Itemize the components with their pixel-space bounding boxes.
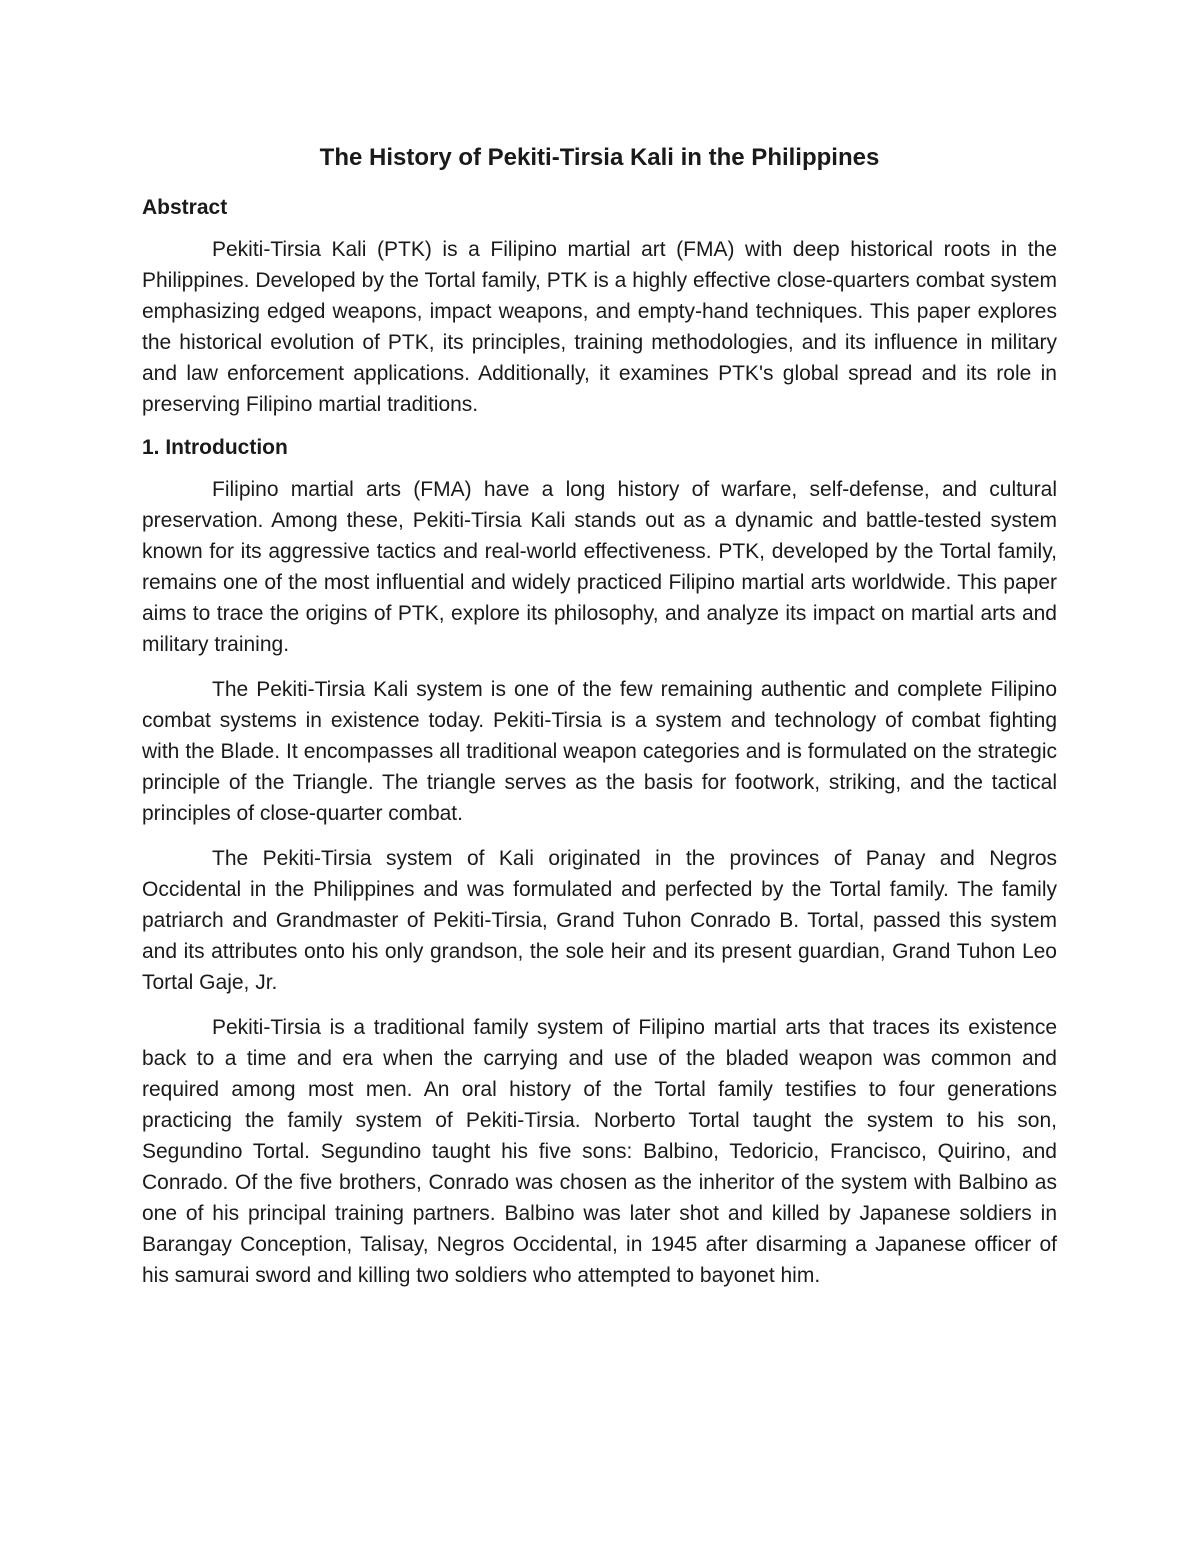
introduction-paragraph-2: The Pekiti-Tirsia Kali system is one of the few remaining authentic and complete Filipino combat systems in existence today. Pekiti-Tirsia is a system and technology of combat fighting with the Blade. It encompasses all traditional weapon categories and is formulated on the strategic principle of the Triangle. The triangle serves as the basis for footwork, striking, and the tactical principles of close-quarter combat. bbox=[142, 678, 1057, 825]
introduction-paragraph-1: Filipino martial arts (FMA) have a long history of warfare, self-defense, and cultural preservation. Among these, Pekiti-Tirsia Kali stands out as a dynamic and battle-tested system known for its aggressive tactics and real-world effectiveness. PTK, developed by the Tortal family, remains one of the most influential and widely practiced Filipino martial arts worldwide. This paper aims to trace the origins of PTK, explore its philosophy, and analyze its impact on martial arts and military training. bbox=[142, 478, 1057, 656]
abstract-heading: Abstract bbox=[142, 196, 228, 219]
introduction-heading: 1. Introduction bbox=[142, 436, 288, 459]
introduction-paragraph-4: Pekiti-Tirsia is a traditional family system of Filipino martial arts that traces its existence back to a time and era when the carrying and use of the bladed weapon was common and required among most men. An oral history of the Tortal family testifies to four generations practicing the family system of Pekiti-Tirsia. Norberto Tortal taught the system to his son, Segundino Tortal. Segundino taught his five sons: Balbino, Tedoricio, Francisco, Quirino, and Conrado. Of the five brothers, Conrado was chosen as the inheritor of the system with Balbino as one of his principal training partners. Balbino was later shot and killed by Japanese soldiers in Barangay Conception, Talisay, Negros Occidental, in 1945 after disarming a Japanese officer of his samurai sword and killing two soldiers who attempted to bayonet him. bbox=[142, 1016, 1057, 1287]
abstract-paragraph: Pekiti-Tirsia Kali (PTK) is a Filipino martial art (FMA) with deep historical roots in the Philippines. Developed by the Tortal family, PTK is a highly effective close-quarters combat system emphasizing edged weapons, impact weapons, and empty-hand techniques. This paper explores the historical evolution of PTK, its principles, training methodologies, and its influence in military and law enforcement applications. Additionally, it examines PTK's global spread and its role in preserving Filipino martial traditions. bbox=[142, 238, 1057, 416]
introduction-paragraph-3: The Pekiti-Tirsia system of Kali originated in the provinces of Panay and Negros Occidental in the Philippines and was formulated and perfected by the Tortal family. The family patriarch and Grandmaster of Pekiti-Tirsia, Grand Tuhon Conrado B. Tortal, passed this system and its attributes onto his only grandson, the sole heir and its present guardian, Grand Tuhon Leo Tortal Gaje, Jr. bbox=[142, 847, 1057, 994]
document-page bbox=[142, 138, 1057, 1291]
document-title: The History of Pekiti-Tirsia Kali in the Philippines bbox=[319, 144, 880, 171]
